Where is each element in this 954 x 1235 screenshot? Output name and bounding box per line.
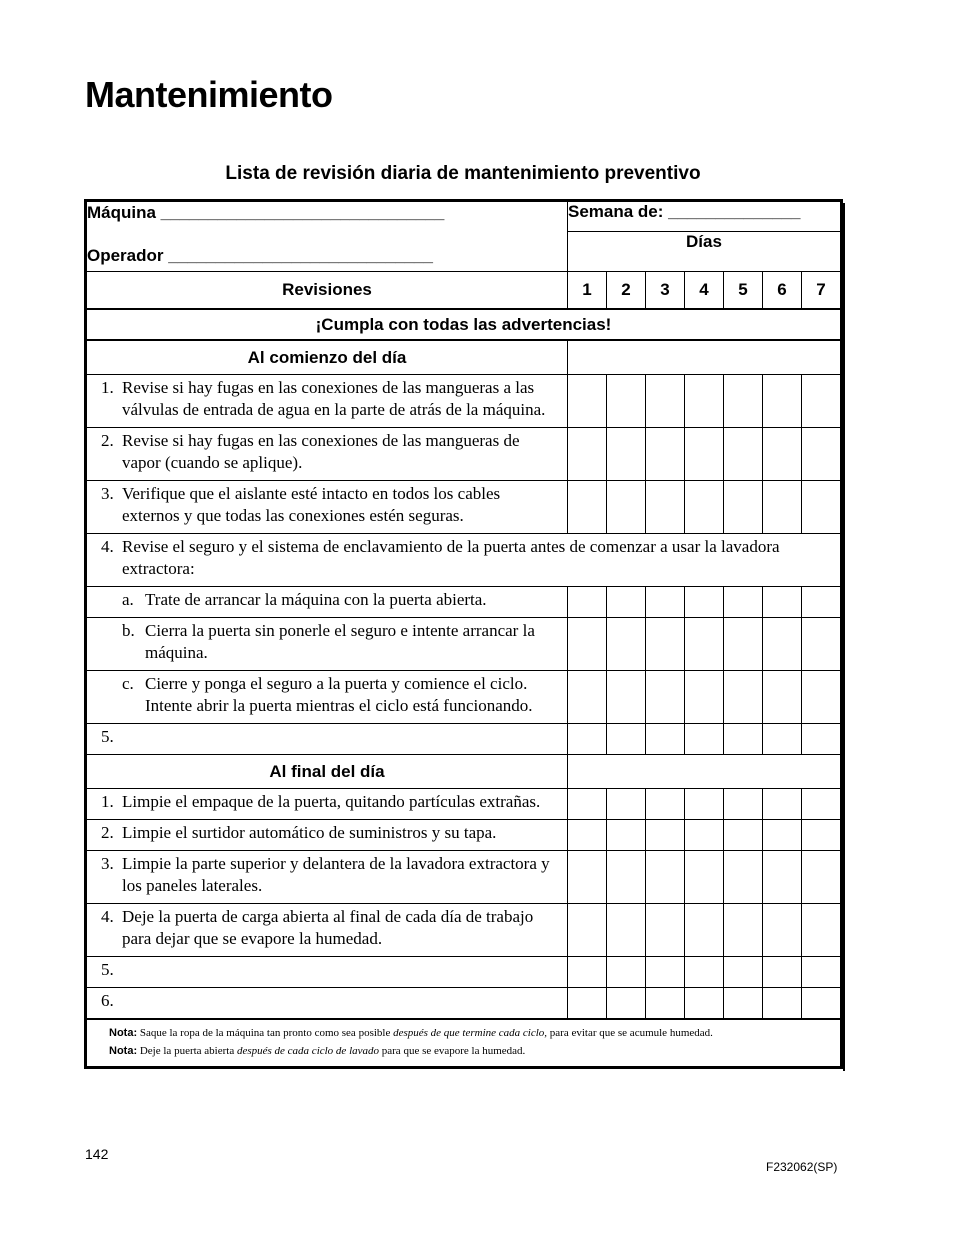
day-check-box[interactable] (802, 988, 841, 1020)
day-check-box[interactable] (568, 988, 607, 1020)
day-column-header: 3 (646, 272, 685, 310)
day-check-box[interactable] (568, 375, 607, 428)
day-check-box[interactable] (568, 957, 607, 988)
item-text: Cierra la puerta sin ponerle el seguro e intente arrancar la máquina. (145, 621, 535, 662)
day-check-box[interactable] (646, 587, 685, 618)
page-number: 142 (85, 1146, 109, 1162)
day-check-box[interactable] (685, 789, 724, 820)
notes-cell (87, 1019, 841, 1067)
day-check-box[interactable] (685, 481, 724, 534)
day-check-box[interactable] (568, 428, 607, 481)
day-column-header: 2 (607, 272, 646, 310)
day-check-box[interactable] (763, 671, 802, 724)
day-check-box[interactable] (802, 957, 841, 988)
day-check-box[interactable] (724, 820, 763, 851)
week-field[interactable]: Semana de: ______________ (568, 202, 841, 232)
check-item (87, 618, 568, 671)
check-item (87, 481, 568, 534)
checks-column-header: Revisiones (87, 272, 568, 310)
item-number: 4. (101, 907, 114, 926)
day-check-box[interactable] (802, 618, 841, 671)
checklist-row (87, 957, 841, 988)
checklist-row (87, 904, 841, 957)
checklist-row (87, 481, 841, 534)
day-check-box[interactable] (568, 671, 607, 724)
item-text: Limpie el surtidor automático de suministros y su tapa. (122, 823, 497, 842)
day-column-header: 6 (763, 272, 802, 310)
day-check-box[interactable] (646, 904, 685, 957)
day-check-box[interactable] (802, 904, 841, 957)
checklist-sheet (84, 199, 843, 1069)
item-number: 3. (101, 484, 114, 503)
day-check-box[interactable] (646, 428, 685, 481)
checklist-row (87, 618, 841, 671)
day-check-box[interactable] (607, 789, 646, 820)
day-check-box[interactable] (802, 789, 841, 820)
checklist-row (87, 789, 841, 820)
day-check-box[interactable] (646, 724, 685, 755)
day-check-box[interactable] (724, 618, 763, 671)
checklist-row (87, 724, 841, 755)
note-emphasis: después de que termine cada ciclo, (393, 1027, 548, 1039)
day-check-box[interactable] (568, 820, 607, 851)
item-text: Trate de arrancar la máquina con la puerta abierta. (145, 590, 487, 609)
checklist-table (86, 201, 841, 1067)
item-text (122, 726, 561, 748)
day-check-box[interactable] (802, 375, 841, 428)
day-column-header: 5 (724, 272, 763, 310)
day-check-box[interactable] (568, 789, 607, 820)
day-check-box[interactable] (646, 988, 685, 1020)
note-line (109, 1024, 834, 1042)
day-check-box[interactable] (685, 428, 724, 481)
day-column-header: 1 (568, 272, 607, 310)
day-check-box[interactable] (685, 988, 724, 1020)
day-check-box[interactable] (724, 481, 763, 534)
checklist-row (87, 428, 841, 481)
check-item (87, 820, 568, 851)
item-text: Revise el seguro y el sistema de enclavamiento de la puerta antes de comenzar a usar la lavadora extractora: (122, 537, 780, 578)
item-text: Deje la puerta de carga abierta al final de cada día de trabajo para dejar que se evapore la humedad. (122, 907, 534, 948)
item-number: 2. (101, 431, 114, 450)
day-check-box[interactable] (802, 820, 841, 851)
item-text: Limpie la parte superior y delantera de la lavadora extractora y los paneles laterales. (122, 854, 550, 895)
checklist-title: Lista de revisión diaria de mantenimiento preventivo (225, 163, 701, 184)
checklist-row (87, 851, 841, 904)
page-title: Mantenimiento (85, 74, 333, 115)
check-item (87, 851, 568, 904)
day-check-box[interactable] (763, 904, 802, 957)
day-check-box[interactable] (724, 904, 763, 957)
day-check-box[interactable] (685, 671, 724, 724)
check-item-full (87, 534, 841, 587)
day-check-box[interactable] (607, 587, 646, 618)
section-blank-cell (568, 340, 841, 375)
day-check-box[interactable] (607, 671, 646, 724)
item-number: 4. (101, 537, 114, 556)
item-number: 1. (101, 378, 114, 397)
operator-field[interactable]: Operador ____________________________ (87, 246, 433, 265)
day-check-box[interactable] (763, 957, 802, 988)
day-check-box[interactable] (646, 375, 685, 428)
item-number: 5. (101, 960, 114, 979)
day-check-box[interactable] (646, 957, 685, 988)
day-check-box[interactable] (685, 957, 724, 988)
item-number: 5. (101, 727, 114, 746)
day-check-box[interactable] (685, 724, 724, 755)
day-check-box[interactable] (724, 988, 763, 1020)
item-text: Cierre y ponga el seguro a la puerta y comience el ciclo. Intente abrir la puerta mientras el ciclo está funcionando. (145, 674, 533, 715)
day-check-box[interactable] (568, 904, 607, 957)
section-blank-cell (568, 755, 841, 789)
item-text (122, 959, 561, 981)
checklist-row (87, 534, 841, 587)
note-line (109, 1042, 834, 1060)
form-code: F232062(SP) (766, 1160, 838, 1174)
day-check-box[interactable] (568, 587, 607, 618)
day-check-box[interactable] (607, 618, 646, 671)
day-check-box[interactable] (646, 820, 685, 851)
day-check-box[interactable] (802, 587, 841, 618)
day-check-box[interactable] (802, 481, 841, 534)
day-check-box[interactable] (802, 724, 841, 755)
day-check-box[interactable] (724, 957, 763, 988)
item-text: Revise si hay fugas en las conexiones de las mangueras a las válvulas de entrada de agua en la parte de atrás de la máquina. (122, 378, 546, 419)
day-check-box[interactable] (568, 481, 607, 534)
check-item (87, 988, 568, 1020)
day-check-box[interactable] (685, 820, 724, 851)
check-item (87, 957, 568, 988)
day-check-box[interactable] (763, 481, 802, 534)
days-label: Días (568, 232, 841, 272)
day-check-box[interactable] (607, 428, 646, 481)
day-check-box[interactable] (685, 618, 724, 671)
item-text (122, 990, 561, 1012)
day-check-box[interactable] (763, 428, 802, 481)
day-check-box[interactable] (646, 481, 685, 534)
check-item (87, 375, 568, 428)
checklist-row (87, 988, 841, 1020)
day-check-box[interactable] (763, 587, 802, 618)
start-of-day-heading: Al comienzo del día (87, 340, 568, 375)
day-check-box[interactable] (607, 724, 646, 755)
day-check-box[interactable] (685, 375, 724, 428)
note-label: Nota: (109, 1045, 138, 1057)
item-text: Revise si hay fugas en las conexiones de las mangueras de vapor (cuando se aplique). (122, 431, 520, 472)
day-check-box[interactable] (646, 851, 685, 904)
day-check-box[interactable] (568, 851, 607, 904)
checklist-row (87, 587, 841, 618)
item-number: b. (122, 621, 135, 640)
day-check-box[interactable] (763, 618, 802, 671)
note-text: Deje la puerta abierta (139, 1045, 235, 1057)
day-check-box[interactable] (763, 724, 802, 755)
item-number: 3. (101, 854, 114, 873)
day-check-box[interactable] (763, 820, 802, 851)
day-check-box[interactable] (724, 428, 763, 481)
check-item (87, 587, 568, 618)
day-check-box[interactable] (607, 988, 646, 1020)
item-number: 1. (101, 792, 114, 811)
check-item (87, 789, 568, 820)
note-emphasis: después de cada ciclo de lavado (236, 1045, 380, 1057)
day-column-header: 7 (802, 272, 841, 310)
check-item (87, 904, 568, 957)
day-check-box[interactable] (802, 851, 841, 904)
item-text: Limpie el empaque de la puerta, quitando partículas extrañas. (122, 792, 541, 811)
warning-banner: ¡Cumpla con todas las advertencias! (87, 309, 841, 340)
day-check-box[interactable] (685, 904, 724, 957)
day-check-box[interactable] (646, 789, 685, 820)
day-check-box[interactable] (607, 481, 646, 534)
note-label: Nota: (109, 1027, 138, 1039)
day-check-box[interactable] (724, 851, 763, 904)
checklist-row (87, 375, 841, 428)
day-check-box[interactable] (607, 375, 646, 428)
item-number: c. (122, 674, 134, 693)
note-text: para evitar que se acumule humedad. (549, 1027, 713, 1039)
day-column-header: 4 (685, 272, 724, 310)
day-check-box[interactable] (685, 587, 724, 618)
item-number: 2. (101, 823, 114, 842)
item-number: 6. (101, 991, 114, 1010)
check-item (87, 428, 568, 481)
day-check-box[interactable] (724, 789, 763, 820)
day-check-box[interactable] (646, 671, 685, 724)
day-check-box[interactable] (802, 671, 841, 724)
end-of-day-heading: Al final del día (87, 755, 568, 789)
machine-field[interactable]: Máquina ______________________________ (87, 203, 445, 222)
day-check-box[interactable] (763, 851, 802, 904)
check-item (87, 671, 568, 724)
day-check-box[interactable] (685, 851, 724, 904)
item-text: Verifique que el aislante esté intacto en todos los cables externos y que todas las conexiones estén seguras. (122, 484, 501, 525)
day-check-box[interactable] (607, 957, 646, 988)
day-check-box[interactable] (724, 724, 763, 755)
day-check-box[interactable] (763, 988, 802, 1020)
machine-operator-cell (87, 202, 568, 272)
day-check-box[interactable] (568, 724, 607, 755)
day-check-box[interactable] (607, 820, 646, 851)
day-check-box[interactable] (724, 587, 763, 618)
day-check-box[interactable] (763, 375, 802, 428)
note-text: para que se evapore la humedad. (381, 1045, 526, 1057)
day-check-box[interactable] (724, 671, 763, 724)
day-check-box[interactable] (607, 904, 646, 957)
day-check-box[interactable] (724, 375, 763, 428)
day-check-box[interactable] (763, 789, 802, 820)
check-item (87, 724, 568, 755)
note-text: Saque la ropa de la máquina tan pronto como sea posible (139, 1027, 391, 1039)
day-check-box[interactable] (646, 618, 685, 671)
day-check-box[interactable] (607, 851, 646, 904)
item-number: a. (122, 590, 134, 609)
day-check-box[interactable] (802, 428, 841, 481)
checklist-row (87, 820, 841, 851)
day-check-box[interactable] (568, 618, 607, 671)
checklist-row (87, 671, 841, 724)
